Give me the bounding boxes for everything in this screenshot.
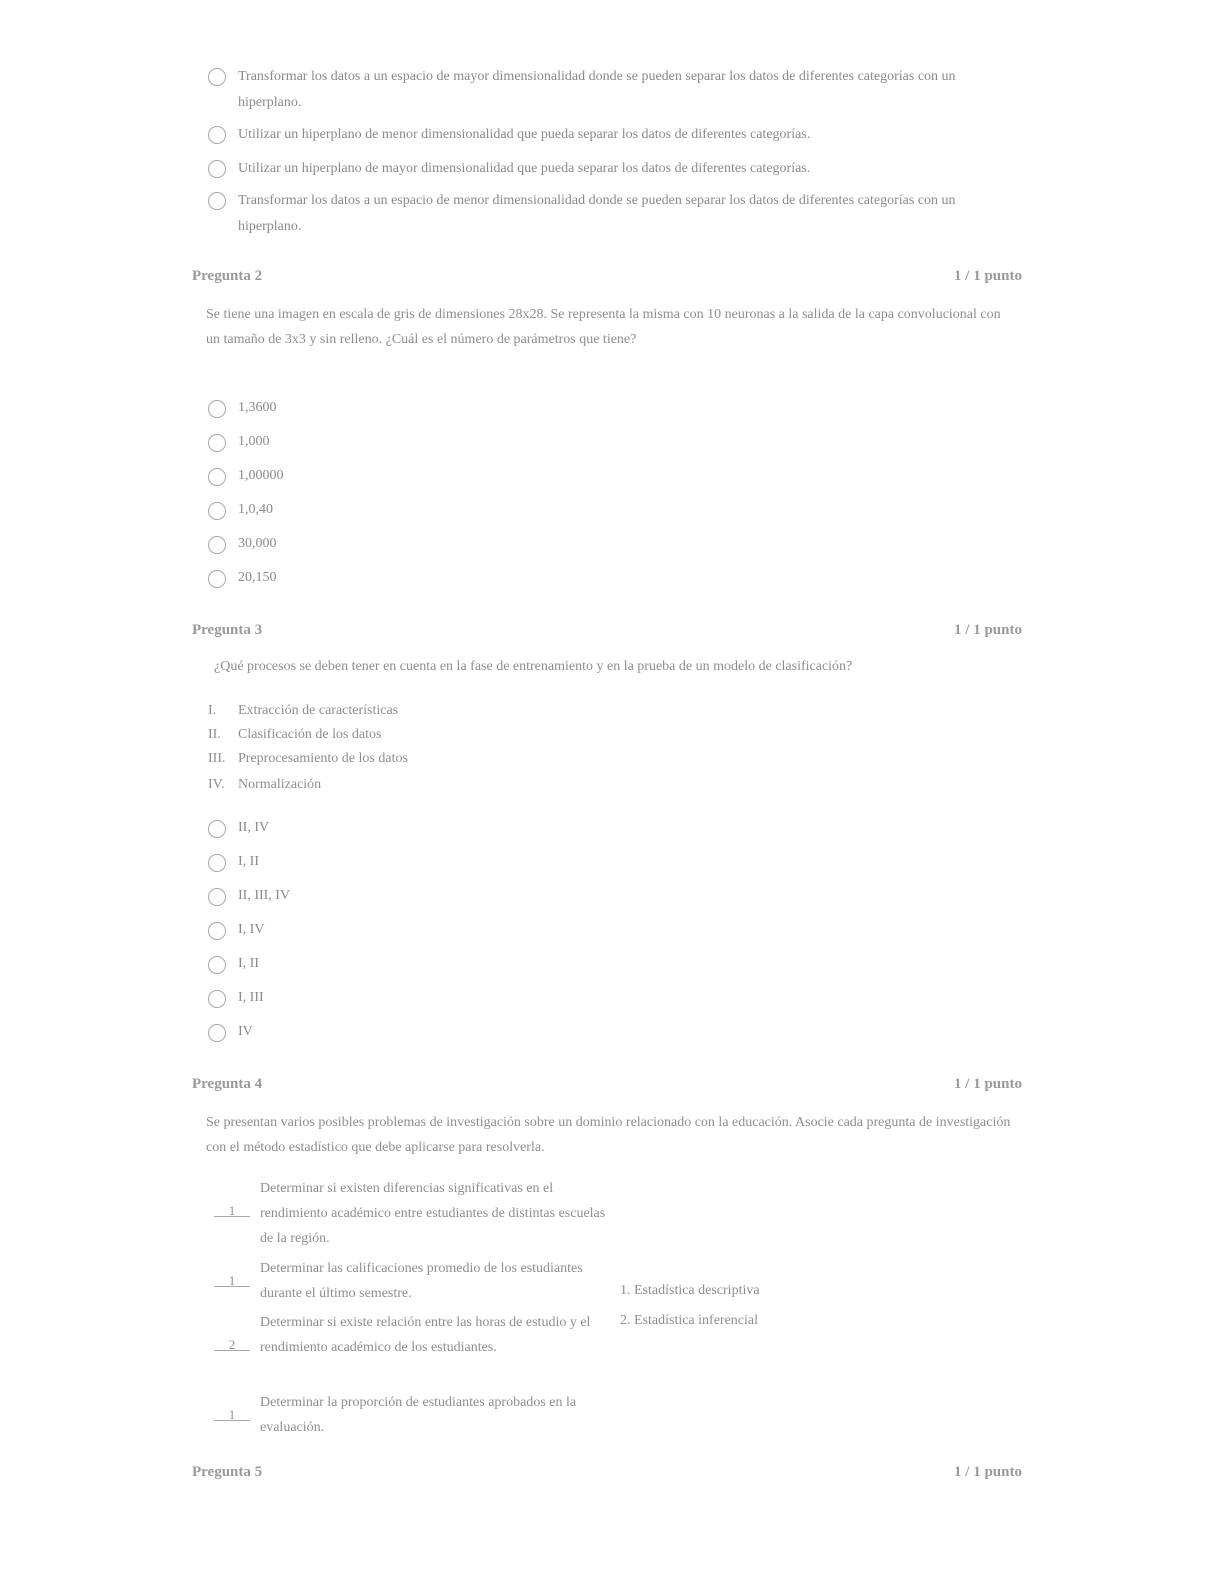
option-label: 20,150 bbox=[238, 570, 277, 585]
radio-button[interactable] bbox=[208, 956, 226, 974]
item-number: II. bbox=[208, 727, 221, 742]
item-number: I. bbox=[208, 703, 217, 718]
option-label: I, II bbox=[238, 854, 259, 869]
match-select[interactable]: 1 bbox=[214, 1402, 250, 1421]
question3-option-4[interactable] bbox=[208, 920, 264, 940]
radio-button[interactable] bbox=[208, 888, 226, 906]
radio-button[interactable] bbox=[208, 192, 226, 210]
question3-item-1 bbox=[208, 698, 398, 723]
match-select[interactable]: 1 bbox=[214, 1198, 250, 1217]
item-text: Extracción de características bbox=[238, 703, 399, 718]
radio-button[interactable] bbox=[208, 1024, 226, 1042]
question2-option-4[interactable] bbox=[208, 500, 273, 520]
option-label: Transformar los datos a un espacio de menor dimensionalidad donde se pueden separar los datos de diferentes categorías con un hiperplano. bbox=[238, 193, 956, 234]
question-points: 1 / 1 punto bbox=[954, 268, 1022, 284]
question3-header bbox=[192, 622, 1022, 639]
option-label: 1,00000 bbox=[238, 468, 284, 483]
radio-button[interactable] bbox=[208, 854, 226, 872]
radio-button[interactable] bbox=[208, 68, 226, 86]
question2-option-2[interactable] bbox=[208, 432, 270, 452]
question3-item-3 bbox=[208, 746, 408, 771]
question3-option-6[interactable] bbox=[208, 988, 264, 1008]
radio-button[interactable] bbox=[208, 990, 226, 1008]
match-select[interactable]: 1 bbox=[214, 1268, 250, 1287]
option-label: II, IV bbox=[238, 820, 270, 835]
question4-match-row-3 bbox=[214, 1310, 634, 1360]
question4-match-row-2 bbox=[214, 1256, 634, 1306]
question2-option-1[interactable] bbox=[208, 398, 277, 418]
question3-option-3[interactable] bbox=[208, 886, 290, 906]
question4-match-option-1: 1. Estadística descriptiva bbox=[620, 1283, 760, 1298]
question2-option-6[interactable] bbox=[208, 568, 277, 588]
question2-text: Se tiene una imagen en escala de gris de dimensiones 28x28. Se representa la misma con 10 neuronas a la salida de la capa convolucional con un tamaño de 3x3 y sin relleno. ¿Cuál es el número de parámetros que tiene? bbox=[206, 307, 1001, 347]
radio-button[interactable] bbox=[208, 536, 226, 554]
option-label: 1,0,40 bbox=[238, 502, 273, 517]
question3-option-5[interactable] bbox=[208, 954, 259, 974]
option-label: II, III, IV bbox=[238, 888, 291, 903]
question3-option-7[interactable] bbox=[208, 1022, 253, 1042]
option-label: IV bbox=[238, 1024, 253, 1039]
match-text: Determinar si existe relación entre las horas de estudio y el rendimiento académico de los estudiantes. bbox=[260, 1315, 591, 1355]
question3-option-2[interactable] bbox=[208, 852, 259, 872]
match-select[interactable]: 2 bbox=[214, 1332, 250, 1351]
question1-option-2[interactable] bbox=[208, 122, 1018, 148]
question1-option-4[interactable] bbox=[208, 188, 1008, 240]
question3-text: ¿Qué procesos se deben tener en cuenta en la fase de entrenamiento y en la prueba de un modelo de clasificación? bbox=[214, 659, 853, 674]
option-label: Transformar los datos a un espacio de mayor dimensionalidad donde se pueden separar los datos de diferentes categorías con un hiperplano. bbox=[238, 69, 956, 110]
option-label: I, II bbox=[238, 956, 259, 971]
radio-button[interactable] bbox=[208, 502, 226, 520]
question-title: Pregunta 3 bbox=[192, 622, 263, 638]
radio-button[interactable] bbox=[208, 820, 226, 838]
option-label: 1,3600 bbox=[238, 400, 277, 415]
option-label: Utilizar un hiperplano de mayor dimensionalidad que pueda separar los datos de diferentes categorías. bbox=[238, 161, 811, 176]
option-label: I, IV bbox=[238, 922, 265, 937]
question1-option-1[interactable] bbox=[208, 64, 998, 116]
question-points: 1 / 1 punto bbox=[954, 1076, 1022, 1092]
match-text: Determinar las calificaciones promedio de los estudiantes durante el último semestre. bbox=[260, 1261, 583, 1301]
question-title: Pregunta 5 bbox=[192, 1464, 263, 1480]
question3-item-4 bbox=[208, 772, 321, 797]
question-points: 1 / 1 punto bbox=[954, 1464, 1022, 1480]
radio-button[interactable] bbox=[208, 468, 226, 486]
question4-text: Se presentan varios posibles problemas de investigación sobre un dominio relacionado con la educación. Asocie cada pregunta de investigación con el método estadístico que debe aplicarse para resolverla. bbox=[206, 1115, 1011, 1155]
question4-match-row-1 bbox=[214, 1176, 634, 1251]
question-title: Pregunta 2 bbox=[192, 268, 263, 284]
match-text: Determinar la proporción de estudiantes aprobados en la evaluación. bbox=[260, 1395, 577, 1435]
radio-button[interactable] bbox=[208, 160, 226, 178]
question4-match-row-4 bbox=[214, 1390, 634, 1440]
question3-item-2 bbox=[208, 722, 381, 747]
radio-button[interactable] bbox=[208, 922, 226, 940]
question5-header bbox=[192, 1464, 1022, 1481]
radio-button[interactable] bbox=[208, 434, 226, 452]
item-text: Normalización bbox=[238, 777, 322, 792]
match-text: Determinar si existen diferencias significativas en el rendimiento académico entre estudiantes de distintas escuelas de la región. bbox=[260, 1181, 606, 1246]
radio-button[interactable] bbox=[208, 570, 226, 588]
option-label: Utilizar un hiperplano de menor dimensionalidad que pueda separar los datos de diferentes categorías. bbox=[238, 127, 811, 142]
radio-button[interactable] bbox=[208, 126, 226, 144]
item-number: III. bbox=[208, 751, 226, 766]
option-label: 30,000 bbox=[238, 536, 277, 551]
item-number: IV. bbox=[208, 777, 225, 792]
option-label: I, III bbox=[238, 990, 264, 1005]
question3-option-1[interactable] bbox=[208, 818, 269, 838]
question-title: Pregunta 4 bbox=[192, 1076, 263, 1092]
question2-header bbox=[192, 268, 1022, 285]
question4-match-option-2: 2. Estadística inferencial bbox=[620, 1313, 758, 1328]
item-text: Clasificación de los datos bbox=[238, 727, 382, 742]
radio-button[interactable] bbox=[208, 400, 226, 418]
question2-option-3[interactable] bbox=[208, 466, 284, 486]
option-label: 1,000 bbox=[238, 434, 270, 449]
question1-option-3[interactable] bbox=[208, 156, 1018, 182]
question4-header bbox=[192, 1076, 1022, 1093]
question-points: 1 / 1 punto bbox=[954, 622, 1022, 638]
question2-option-5[interactable] bbox=[208, 534, 277, 554]
item-text: Preprocesamiento de los datos bbox=[238, 751, 408, 766]
